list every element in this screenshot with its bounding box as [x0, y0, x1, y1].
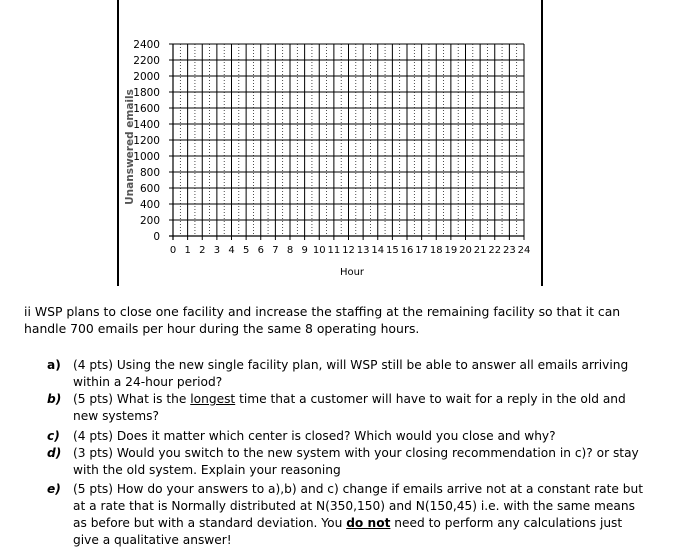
x-tick-label: 14	[371, 245, 385, 256]
question-b-text-post: time that a customer will have to wait for a reply in the old and new systems?	[73, 392, 626, 423]
x-tick-label: 18	[429, 245, 443, 256]
chart-axes	[169, 44, 524, 240]
y-axis-label: Unanswered emails	[124, 89, 136, 205]
y-tick-label: 1400	[133, 119, 160, 131]
x-tick-label: 9	[301, 245, 308, 256]
x-tick-label: 2	[199, 245, 206, 256]
question-b-text	[73, 391, 647, 425]
question-e-text-post: need to perform any calculations just give a qualitative answer!	[73, 516, 623, 547]
x-tick-label: 3	[213, 245, 221, 256]
question-b	[47, 391, 647, 425]
y-tick-label: 1200	[133, 135, 160, 147]
question-c-label: c)	[47, 429, 60, 443]
x-tick-label: 15	[386, 245, 399, 256]
question-c	[47, 428, 647, 445]
y-tick-label: 2400	[133, 39, 160, 51]
x-tick-label: 20	[459, 245, 472, 256]
y-tick-label: 600	[139, 183, 160, 195]
y-tick-label: 200	[139, 215, 160, 227]
y-tick-label: 2200	[133, 55, 160, 67]
x-tick-label: 4	[228, 245, 235, 256]
x-tick-label: 21	[473, 245, 487, 256]
x-tick-label: 11	[327, 245, 341, 256]
question-d	[47, 445, 647, 479]
y-tick-label: 400	[139, 199, 160, 211]
question-e-text	[73, 481, 647, 549]
question-e-emphasis: do not	[346, 516, 391, 530]
y-tick-label: 1000	[133, 151, 160, 163]
x-tick-label: 23	[503, 245, 516, 256]
x-tick-label: 22	[488, 245, 502, 256]
y-tick-label: 800	[139, 167, 160, 179]
question-e-label: e)	[47, 482, 61, 496]
question-d-label: d)	[47, 446, 62, 460]
x-tick-label: 24	[517, 245, 531, 256]
x-tick-label: 1	[184, 245, 191, 256]
question-a-text: (4 pts) Using the new single facility plan, will WSP still be able to answer all emails arriving within a 24-hour period?	[73, 358, 629, 389]
chart-grid	[173, 44, 524, 236]
x-tick-label: 17	[415, 245, 428, 256]
y-tick-labels	[133, 39, 160, 243]
question-c-text: (4 pts) Does it matter which center is closed? Which would you close and why?	[73, 429, 556, 443]
y-tick-label: 0	[153, 231, 160, 243]
x-tick-label: 19	[444, 245, 458, 256]
question-d-text: (3 pts) Would you switch to the new system with your closing recommendation in c)? or stay with the old system. Explain your reasoning	[73, 446, 639, 477]
x-tick-label: 12	[342, 245, 355, 256]
intro-paragraph: ii WSP plans to close one facility and increase the staffing at the remaining facility so that it can handle 700 emails per hour during the same 8 operating hours.	[24, 304, 621, 336]
x-tick-label: 0	[169, 245, 177, 256]
question-e	[47, 481, 647, 549]
x-tick-label: 13	[356, 245, 370, 256]
question-e-text-pre: (5 pts) How do your answers to a),b) and c) change if emails arrive not at a constant rate but at a rate that is Normally distributed at N(350,150) and N(150,45) i.e. with the same means as before but with a standard deviation. You	[73, 482, 644, 530]
x-tick-label: 10	[312, 245, 326, 256]
x-tick-label: 8	[286, 245, 294, 256]
question-a	[47, 357, 647, 391]
x-tick-label: 7	[272, 245, 279, 256]
y-tick-label: 2000	[133, 71, 160, 83]
question-b-label: b)	[47, 392, 62, 406]
question-b-text-pre: (5 pts) What is the	[73, 392, 191, 406]
x-axis-label: Hour	[339, 267, 365, 278]
question-b-emphasis: longest	[190, 392, 236, 406]
x-tick-label: 16	[400, 245, 414, 256]
x-tick-label: 6	[257, 245, 264, 256]
x-tick-label: 5	[242, 245, 250, 256]
x-tick-labels	[170, 245, 531, 256]
question-a-label: a)	[47, 358, 61, 372]
y-tick-label: 1600	[133, 103, 160, 115]
y-tick-label: 1800	[133, 87, 160, 99]
